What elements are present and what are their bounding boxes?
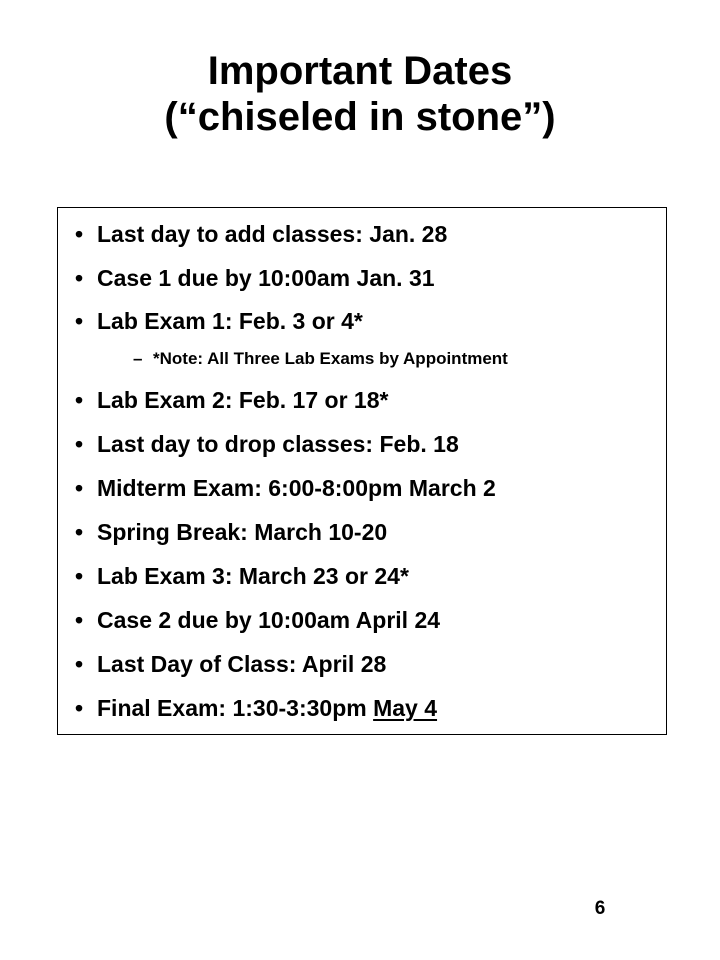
final-exam-text: Final Exam: 1:30-3:30pm — [97, 695, 374, 721]
bullet-icon: • — [75, 475, 84, 501]
list-item-text: Lab Exam 3: March 23 or 24* — [97, 563, 409, 589]
dash-icon: – — [133, 349, 143, 368]
dates-box — [57, 207, 667, 735]
list-item-text: Spring Break: March 10-20 — [97, 519, 388, 545]
bullet-icon: • — [75, 695, 84, 721]
title-line-2: (“chiseled in stone”) — [164, 95, 556, 139]
bullet-icon: • — [75, 265, 84, 291]
list-item-text: Case 2 due by 10:00am April 24 — [97, 607, 441, 633]
list-item-text: Midterm Exam: 6:00-8:00pm March 2 — [97, 475, 496, 501]
slide-title — [0, 48, 720, 140]
bullet-icon: • — [75, 308, 84, 334]
list-item-text: Last Day of Class: April 28 — [97, 651, 387, 677]
list-item-text — [97, 694, 437, 722]
page-number: 6 — [594, 898, 606, 919]
list-item-text: Last day to add classes: Jan. 28 — [97, 221, 448, 247]
bullet-icon: • — [75, 519, 84, 545]
bullet-icon: • — [75, 607, 84, 633]
final-exam-date: May 4 — [373, 695, 438, 721]
bullet-icon: • — [75, 563, 84, 589]
list-item-text: Case 1 due by 10:00am Jan. 31 — [97, 265, 435, 291]
list-item-text: Last day to drop classes: Feb. 18 — [97, 431, 459, 457]
note-text: *Note: All Three Lab Exams by Appointment — [153, 349, 508, 368]
bullet-icon: • — [75, 651, 84, 677]
bullet-icon: • — [75, 431, 84, 457]
bullet-icon: • — [75, 221, 84, 247]
bullet-icon: • — [75, 387, 84, 413]
title-line-1: Important Dates — [207, 49, 513, 93]
list-item-text: Lab Exam 2: Feb. 17 or 18* — [97, 387, 389, 413]
list-item-text: Lab Exam 1: Feb. 3 or 4* — [97, 308, 363, 334]
